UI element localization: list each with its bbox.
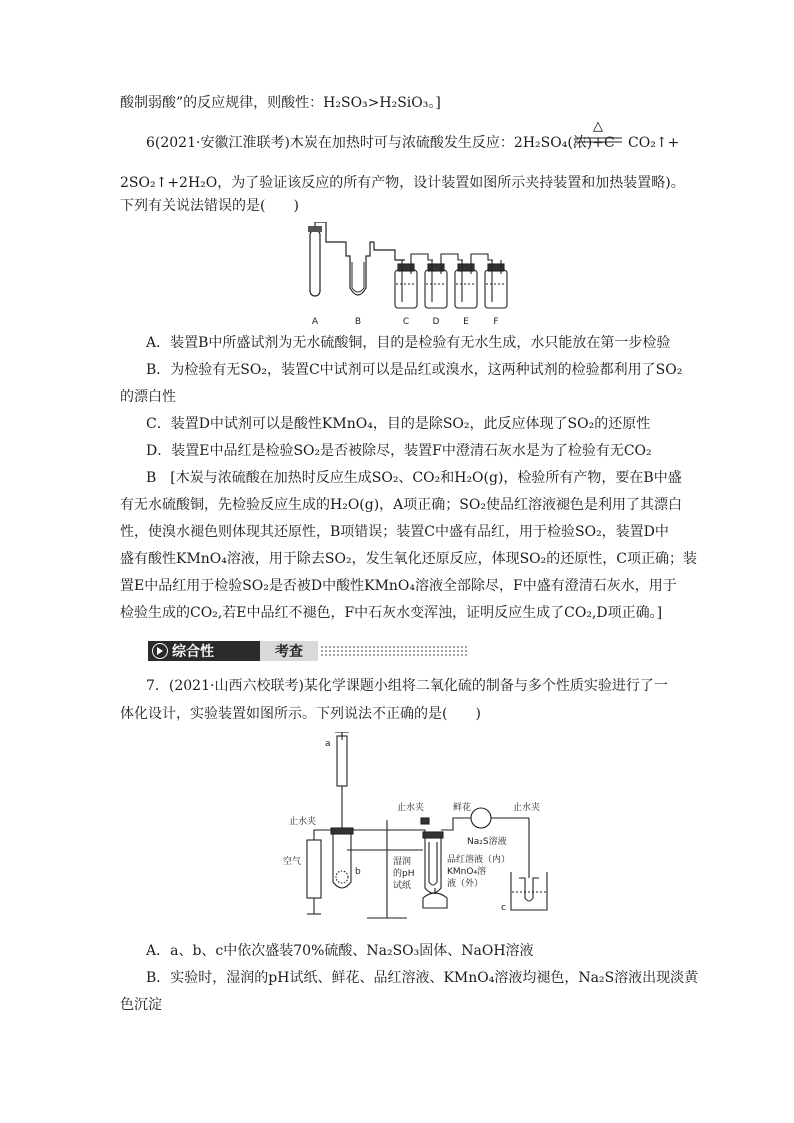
play-icon bbox=[152, 643, 168, 659]
label-b: b bbox=[355, 867, 361, 877]
answer-line: 置E中品红用于检验SO₂是否被D中酸性KMnO₄溶液全部除尽，F中盛有澄清石灰水，用于 bbox=[120, 578, 677, 594]
answer-line: B [木炭与浓硫酸在加热时反应生成SO₂、CO₂和H₂O(g)，检验所有产物，要在B中盛 bbox=[146, 470, 682, 486]
option-d: D．装置E中品红是检验SO₂是否被除尽，装置F中澄清石灰水是为了检验有无CO₂ bbox=[146, 443, 652, 459]
answer-line: 盛有酸性KMnO₄溶液，用于除去SO₂，发生氧化还原反应，体现SO₂的还原性，C项正确；装 bbox=[120, 551, 697, 567]
option-b: B．为检验有无SO₂，装置C中试剂可以是品红或溴水，这两种试剂的检验都利用了SO₂ bbox=[146, 362, 683, 378]
ph-label-2: 的pH bbox=[393, 869, 415, 879]
label-e: E bbox=[463, 317, 469, 327]
text-line: 体化设计，实验装置如图所示。下列说法不正确的是( ) bbox=[120, 706, 481, 722]
text-line: 酸制弱酸”的反应规律，则酸性：H₂SO₃>H₂SiO₃。] bbox=[120, 95, 441, 111]
option-a: A．装置B中所盛试剂为无水硫酸铜，目的是检验有无水生成，水只能放在第一步检验 bbox=[146, 335, 671, 351]
section-dots bbox=[320, 645, 468, 657]
label-a: a bbox=[325, 739, 331, 749]
apparatus-figure-1 bbox=[300, 222, 520, 330]
option-b-cont: 的漂白性 bbox=[120, 389, 176, 405]
flower-label: 鲜花 bbox=[453, 803, 472, 813]
label-c: c bbox=[501, 903, 506, 913]
apparatus-figure-2 bbox=[275, 732, 575, 932]
label-b: B bbox=[354, 317, 362, 327]
na2s-label: Na₂S溶液 bbox=[467, 837, 507, 847]
section-header bbox=[148, 641, 468, 661]
wash-bottle-e bbox=[455, 260, 477, 308]
q7-option-b-cont: 色沉淀 bbox=[120, 997, 162, 1013]
question-7-stem: 7．(2021·山西六校联考)某化学课题小组将二氧化硫的制备与多个性质实验进行了一 bbox=[146, 678, 668, 694]
pinhong-label-3: 液（外） bbox=[447, 879, 484, 889]
section-badge: 综合性 bbox=[148, 641, 260, 661]
ph-label-1: 湿润 bbox=[393, 857, 412, 867]
heat-symbol: △ bbox=[593, 119, 603, 134]
answer-line: 检验生成的CO₂,若E中品红不褪色，F中石灰水变浑浊，证明反应生成了CO₂,D项正确。] bbox=[120, 605, 663, 621]
pinhong-label-2: KMnO₄溶 bbox=[447, 867, 487, 877]
label-d: D bbox=[432, 317, 440, 327]
wash-bottle-d bbox=[425, 260, 447, 308]
answer-line: 有无水硫酸铜，先检验反应生成的H₂O(g)，A项正确；SO₂使品红溶液褪色是利用了其漂白 bbox=[120, 497, 682, 513]
wash-bottle-f bbox=[485, 260, 507, 308]
air-label: 空气 bbox=[283, 857, 302, 867]
text-line: 2SO₂↑+2H₂O，为了验证该反应的所有产物，设计装置如图所示夹持装置和加热装置略)。 bbox=[120, 175, 685, 191]
clip-label-2: 止水夹 bbox=[397, 803, 425, 813]
section-tail: 考查 bbox=[260, 641, 318, 661]
ph-label-3: 试纸 bbox=[393, 881, 412, 891]
heat-arrow bbox=[572, 118, 624, 152]
question-6-stem: 6(2021·安徽江淮联考)木炭在加热时可与浓硫酸发生反应：2H₂SO₄(浓)+C bbox=[146, 135, 615, 151]
q7-option-a: A．a、b、c中依次盛装70%硫酸、Na₂SO₃固体、NaOH溶液 bbox=[146, 943, 534, 959]
text-line: 下列有关说法错误的是( ) bbox=[120, 198, 299, 214]
label-f: F bbox=[493, 317, 499, 327]
q7-option-b: B．实验时，湿润的pH试纸、鲜花、品红溶液、KMnO₄溶液均褪色，Na₂S溶液出现淡黄 bbox=[146, 970, 699, 986]
label-c: C bbox=[402, 317, 410, 327]
option-c: C．装置D中试剂可以是酸性KMnO₄，目的是除SO₂，此反应体现了SO₂的还原性 bbox=[146, 416, 651, 432]
label-a: A bbox=[311, 317, 319, 327]
clip-label-3: 止水夹 bbox=[513, 803, 541, 813]
pinhong-label-1: 品红溶液（内） bbox=[447, 855, 511, 865]
text-line: CO₂↑+ bbox=[628, 135, 680, 151]
answer-line: 性，使溴水褪色则体现其还原性，B项错误；装置C中盛有品红，用于检验SO₂，装置D中 bbox=[120, 524, 669, 540]
clip-label-1: 止水夹 bbox=[289, 817, 317, 827]
wash-bottle-c bbox=[395, 260, 417, 308]
